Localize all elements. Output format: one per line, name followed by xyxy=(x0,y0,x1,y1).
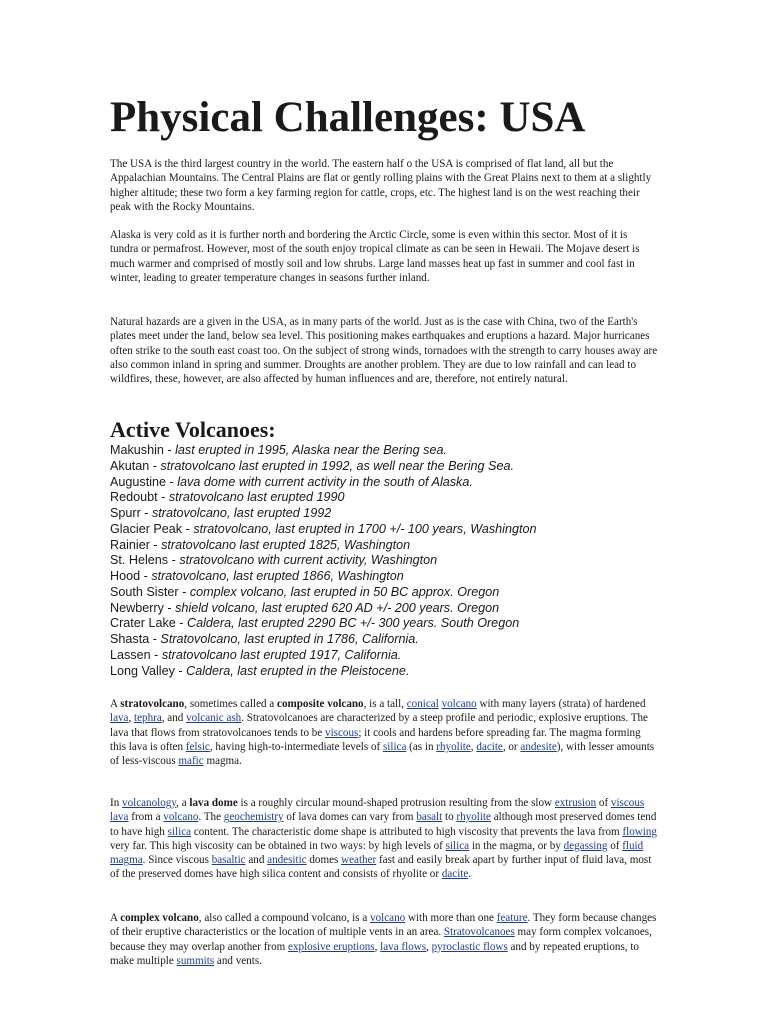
link-basalt[interactable]: basalt xyxy=(416,811,443,824)
term-composite-volcano: composite volcano xyxy=(277,698,364,710)
volcano-description: stratovolcano, last erupted 1992 xyxy=(152,506,332,520)
volcano-separator: - xyxy=(163,600,176,615)
volcano-separator: - xyxy=(149,632,161,646)
volcano-name: Spurr xyxy=(110,506,141,520)
intro-paragraph-climate: Alaska is very cold as it is further north and bordering the Arctic Circle, some is even within this sector. Most of it is tundra or permafrost. However, most of the south enjoy tropical climate as can be seen in Hewaii. The Mojave desert is much warmer and comprised of mostly soil and low shrubs. Large land masses heat up fast in summer and cool fast in winter, leading to greater temperature changes in seasons further inland. xyxy=(110,229,640,284)
volcano-separator: - xyxy=(163,443,176,457)
link-mafic[interactable]: mafic xyxy=(178,755,204,768)
volcano-name: Lassen xyxy=(110,647,151,662)
link-viscous[interactable]: viscous xyxy=(610,797,645,809)
volcano-name: Newberry xyxy=(110,600,164,615)
volcano-separator: - xyxy=(140,506,152,520)
link-rhyolite[interactable]: rhyolite xyxy=(456,811,491,824)
volcano-separator: - xyxy=(168,553,180,568)
link-tephra[interactable]: tephra xyxy=(134,712,162,725)
link-andesite[interactable]: andesite xyxy=(520,740,557,753)
volcano-list-item xyxy=(110,522,658,538)
volcano-separator: - xyxy=(150,647,162,662)
volcano-list-item xyxy=(110,569,658,585)
volcano-description: last erupted in 1995, Alaska near the Bering sea. xyxy=(175,443,447,457)
link-extrusion[interactable]: extrusion xyxy=(554,797,597,809)
link-conical[interactable]: conical xyxy=(406,698,439,710)
link-fluid[interactable]: fluid xyxy=(622,839,644,852)
link-dacite[interactable]: dacite xyxy=(476,740,503,753)
volcano-list-item xyxy=(110,601,658,617)
link-feature[interactable]: feature xyxy=(496,912,528,924)
link-geochemistry[interactable]: geochemistry xyxy=(223,811,284,824)
volcano-description: stratovolcano with current activity, Washington xyxy=(179,553,438,568)
volcano-name: Akutan xyxy=(110,458,150,473)
link-degassing[interactable]: degassing xyxy=(563,839,608,852)
intro-paragraph-hazards: Natural hazards are a given in the USA, as in many parts of the world. Just as is the case with China, two of the Earth's plates meet under the land, below sea level. This positioning makes earthquakes and eruptions a hazard. Major hurricanes often strike to the south east coast too. On the subject of strong winds, tornadoes with the strength to carry houses away are also common inland in spring and summer. Droughts are another problem. They are due to low rainfall and can lead to wildfires, these, however, are also affected by human influences and are, therefore, not entirely natural. xyxy=(110,316,658,386)
volcano-description: Caldera, last erupted 2290 BC +/- 300 years. South Oregon xyxy=(187,616,520,631)
volcano-list-item xyxy=(110,475,658,491)
link-lava-flows[interactable]: lava flows xyxy=(380,940,427,953)
volcano-separator: - xyxy=(182,521,194,536)
term-stratovolcano: stratovolcano xyxy=(120,698,185,710)
link-silica[interactable]: silica xyxy=(445,839,470,852)
volcano-separator: - xyxy=(174,663,187,678)
volcano-name: Rainier xyxy=(110,537,150,552)
volcano-separator: - xyxy=(175,616,188,631)
volcano-separator: - xyxy=(157,490,169,505)
link-lava[interactable]: lava xyxy=(110,712,129,725)
volcano-list-item xyxy=(110,585,658,601)
link-andesitic[interactable]: andesitic xyxy=(267,854,307,867)
volcano-name: Augustine xyxy=(110,474,167,489)
link-silica[interactable]: silica xyxy=(382,740,407,753)
volcano-description: lava dome with current activity in the south of Alaska. xyxy=(177,474,473,489)
link-viscous[interactable]: viscous xyxy=(325,726,359,739)
intro-paragraph-geography: The USA is the third largest country in the world. The eastern half o the USA is comprised of flat land, all but the Appalachian Mountains. The Central Plains are flat or gently rolling plains with the Great Plains next to them at a slightly higher altitude; these two form a key farming region for cattle, crops, etc. The highest land is on the west reaching their peak with the Rocky Mountains. xyxy=(110,158,652,213)
term-lava-dome: lava dome xyxy=(189,797,238,809)
link-flowing[interactable]: flowing xyxy=(622,825,657,838)
link-basaltic[interactable]: basaltic xyxy=(211,854,246,867)
volcano-list-item xyxy=(110,538,658,554)
volcano-list-item xyxy=(110,664,658,680)
volcano-description: Stratovolcano, last erupted in 1786, California. xyxy=(160,632,419,646)
page-title: Physical Challenges: USA xyxy=(110,94,586,141)
volcano-description: shield volcano, last erupted 620 AD +/- 200 years. Oregon xyxy=(175,600,500,615)
link-lava[interactable]: lava xyxy=(110,811,129,824)
volcano-separator: - xyxy=(140,569,152,583)
volcano-name: St. Helens xyxy=(110,553,169,568)
volcano-description: stratovolcano last erupted 1917, California. xyxy=(161,647,402,662)
term-complex-volcano: complex volcano xyxy=(120,912,199,924)
volcano-name: Hood xyxy=(110,569,141,583)
volcano-separator: - xyxy=(166,474,178,489)
volcano-list-item xyxy=(110,616,658,632)
volcano-list-item xyxy=(110,490,658,506)
link-weather[interactable]: weather xyxy=(341,854,377,867)
volcano-description: stratovolcano, last erupted in 1700 +/- 100 years, Washington xyxy=(193,521,537,536)
stratovolcano-paragraph: A stratovolcano, sometimes called a composite volcano, is a tall, conical volcano with many layers (strata) of hardened lava, tephra, and volcanic ash. Stratovolcanoes are characterized by a steep profile and periodic, explosive eruptions. The lava that flows from stratovolcanoes tends to be viscous; it cools and hardens before spreading far. The magma forming this lava is often felsic, having high-to-intermediate levels of silica (as in rhyolite, dacite, or andesite), with lesser amounts of less-viscous mafic magma. xyxy=(110,698,655,768)
volcano-list-item xyxy=(110,632,658,648)
link-volcanic-ash[interactable]: volcanic ash xyxy=(186,712,242,725)
link-volcano[interactable]: volcano xyxy=(163,811,199,824)
volcano-list-item xyxy=(110,506,658,522)
volcano-description: complex volcano, last erupted in 50 BC approx. Oregon xyxy=(189,584,500,599)
link-volcanology[interactable]: volcanology xyxy=(122,797,177,809)
volcano-description: Caldera, last erupted in the Pleistocene. xyxy=(186,663,410,678)
volcano-name: Crater Lake xyxy=(110,616,176,631)
volcano-separator: - xyxy=(149,458,161,473)
link-rhyolite[interactable]: rhyolite xyxy=(436,740,471,753)
link-summits[interactable]: summits xyxy=(176,954,215,967)
volcano-name: Glacier Peak xyxy=(110,521,183,536)
link-volcano[interactable]: volcano xyxy=(441,698,477,710)
volcano-separator: - xyxy=(178,584,190,599)
link-volcano[interactable]: volcano xyxy=(370,912,406,924)
link-dacite[interactable]: dacite xyxy=(441,868,469,881)
volcano-separator: - xyxy=(149,537,162,552)
link-silica[interactable]: silica xyxy=(167,825,192,838)
volcano-name: Makushin xyxy=(110,443,164,457)
complex-volcano-paragraph: A complex volcano, also called a compound volcano, is a volcano with more than one feature. They form because changes of their eruptive characteristics or the location of multiple vents in an area. Stratovolcanoes may form complex volcanoes, because they may overlap another from explosive eruptions, lava flows, pyroclastic flows and by repeated eruptions, to make multiple summits and vents. xyxy=(110,912,657,967)
volcano-list xyxy=(110,443,658,679)
volcano-name: Redoubt xyxy=(110,490,158,505)
volcano-list-item xyxy=(110,553,658,569)
volcano-name: Shasta xyxy=(110,632,150,646)
volcano-name: Long Valley xyxy=(110,663,175,678)
volcano-description: stratovolcano, last erupted 1866, Washington xyxy=(151,569,404,583)
volcano-description: stratovolcano last erupted 1825, Washington xyxy=(161,537,411,552)
volcano-name: South Sister xyxy=(110,584,179,599)
volcano-list-item xyxy=(110,459,658,475)
volcano-list-item xyxy=(110,648,658,664)
volcano-list-item xyxy=(110,443,658,459)
link-stratovolcanoes[interactable]: Stratovolcanoes xyxy=(443,926,515,939)
link-felsic[interactable]: felsic xyxy=(185,740,210,753)
lava-dome-paragraph: In volcanology, a lava dome is a roughly circular mound-shaped protrusion resulting from the slow extrusion of viscous lava from a volcano. The geochemistry of lava domes can vary from basalt to rhyolite although most preserved domes tend to have high silica content. The characteristic dome shape is attributed to high viscosity that prevents the lava from flowing very far. This high viscosity can be obtained in two ways: by high levels of silica in the magma, or by degassing of fluid magma. Since viscous basaltic and andesitic domes weather fast and easily break apart by further input of fluid lava, most of the preserved domes have high silica content and consists of rhyolite or dacite. xyxy=(110,797,657,881)
volcano-description: stratovolcano last erupted 1990 xyxy=(168,490,345,505)
volcanoes-heading: Active Volcanoes: xyxy=(110,417,276,442)
volcano-description: stratovolcano last erupted in 1992, as well near the Bering Sea. xyxy=(160,458,514,473)
link-explosive-eruptions[interactable]: explosive eruptions xyxy=(288,940,375,953)
link-magma[interactable]: magma xyxy=(110,854,143,867)
link-pyroclastic-flows[interactable]: pyroclastic flows xyxy=(431,940,508,953)
